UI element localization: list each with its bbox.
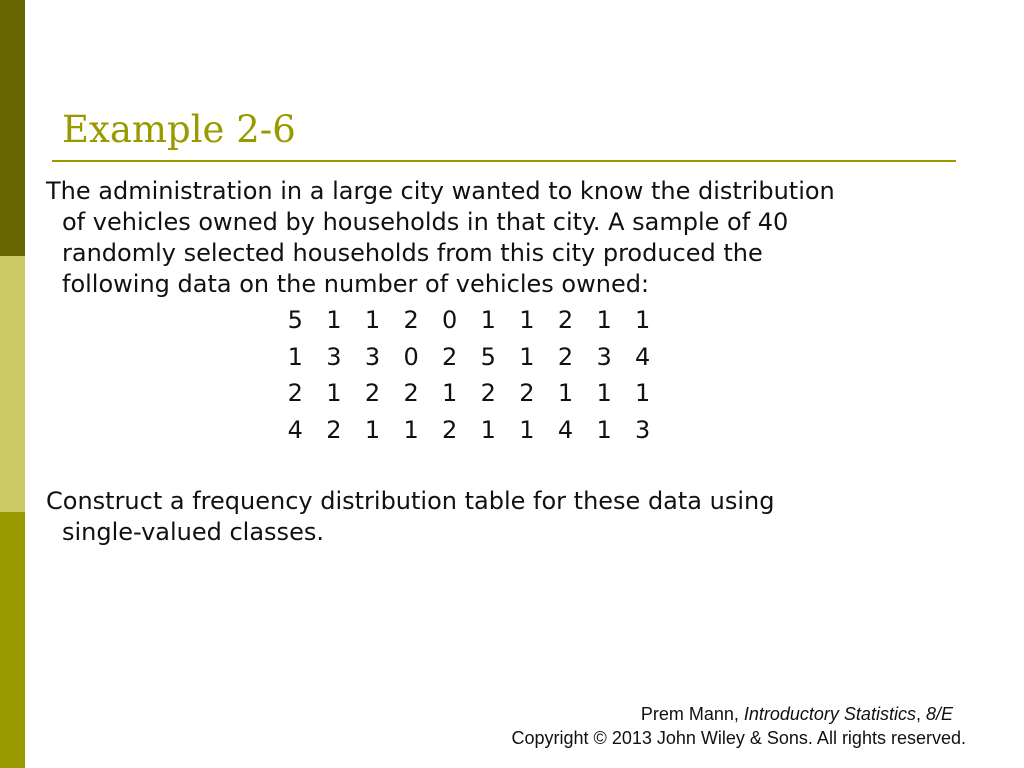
data-value: 1: [519, 306, 535, 334]
data-row: [276, 414, 676, 451]
data-value: 0: [442, 306, 458, 334]
data-value: 2: [364, 379, 381, 407]
data-value: 1: [596, 379, 612, 407]
data-value: 1: [596, 306, 612, 334]
data-row: [276, 377, 676, 414]
data-value: 1: [519, 415, 535, 444]
footer-citation: [641, 704, 953, 725]
data-value: 4: [287, 415, 303, 444]
paragraph-line: The administration in a large city wanted to know the distribution: [46, 177, 835, 205]
data-value: 1: [326, 379, 342, 407]
data-value: 2: [287, 379, 303, 407]
data-value: 2: [403, 306, 419, 334]
data-value: 1: [364, 306, 381, 334]
data-value: 2: [442, 415, 458, 444]
footer-book-title: Introductory Statistics: [743, 704, 916, 724]
data-value: 1: [403, 415, 419, 444]
footer-edition: 8/E: [925, 704, 953, 724]
problem-paragraph: [46, 176, 835, 300]
sidebar-bar: [0, 0, 25, 768]
data-value: 1: [364, 415, 381, 444]
data-value: 3: [635, 415, 651, 444]
sidebar-segment-mid: [0, 512, 25, 768]
data-row: [276, 304, 676, 341]
data-value: 1: [480, 415, 496, 444]
data-value: 0: [403, 342, 419, 371]
footer-separator: ,: [915, 704, 926, 724]
slide-title: Example 2-6: [62, 108, 296, 151]
paragraph-line: Construct a frequency distribution table for these data using: [46, 487, 775, 515]
paragraph-line: randomly selected households from this city produced the: [62, 239, 763, 267]
data-value: 2: [519, 379, 535, 407]
data-value: 1: [326, 306, 342, 334]
data-value: 3: [326, 342, 342, 371]
data-value: 3: [596, 342, 612, 371]
data-value: 2: [403, 379, 419, 407]
data-value: 1: [557, 379, 574, 407]
data-value: 4: [557, 415, 574, 444]
footer-copyright: Copyright © 2013 John Wiley & Sons. All rights reserved.: [511, 728, 966, 748]
data-value: 1: [519, 342, 535, 371]
sidebar-segment-dark: [0, 0, 25, 256]
data-value: 1: [442, 379, 458, 407]
data-value: 5: [480, 342, 496, 371]
data-value: 1: [596, 415, 612, 444]
data-value: 2: [442, 342, 458, 371]
data-value: 1: [635, 306, 651, 334]
paragraph-line: single-valued classes.: [62, 518, 324, 546]
instruction-paragraph: [46, 486, 774, 548]
footer-author: Prem Mann,: [640, 704, 744, 724]
data-value: 1: [480, 306, 496, 334]
paragraph-line: of vehicles owned by households in that city. A sample of 40: [62, 208, 789, 236]
data-value: 2: [480, 379, 496, 407]
data-value: 1: [287, 342, 303, 371]
data-value: 3: [364, 342, 381, 371]
sidebar-segment-light: [0, 256, 25, 512]
data-value: 4: [635, 342, 651, 371]
vehicle-data-grid: [276, 304, 676, 450]
data-value: 2: [557, 306, 574, 334]
title-divider: [52, 160, 956, 162]
data-value: 5: [287, 306, 303, 334]
data-row: [276, 341, 676, 378]
data-value: 1: [635, 379, 651, 407]
data-value: 2: [557, 342, 574, 371]
data-value: 2: [326, 415, 342, 444]
paragraph-line: following data on the number of vehicles owned:: [62, 270, 650, 298]
